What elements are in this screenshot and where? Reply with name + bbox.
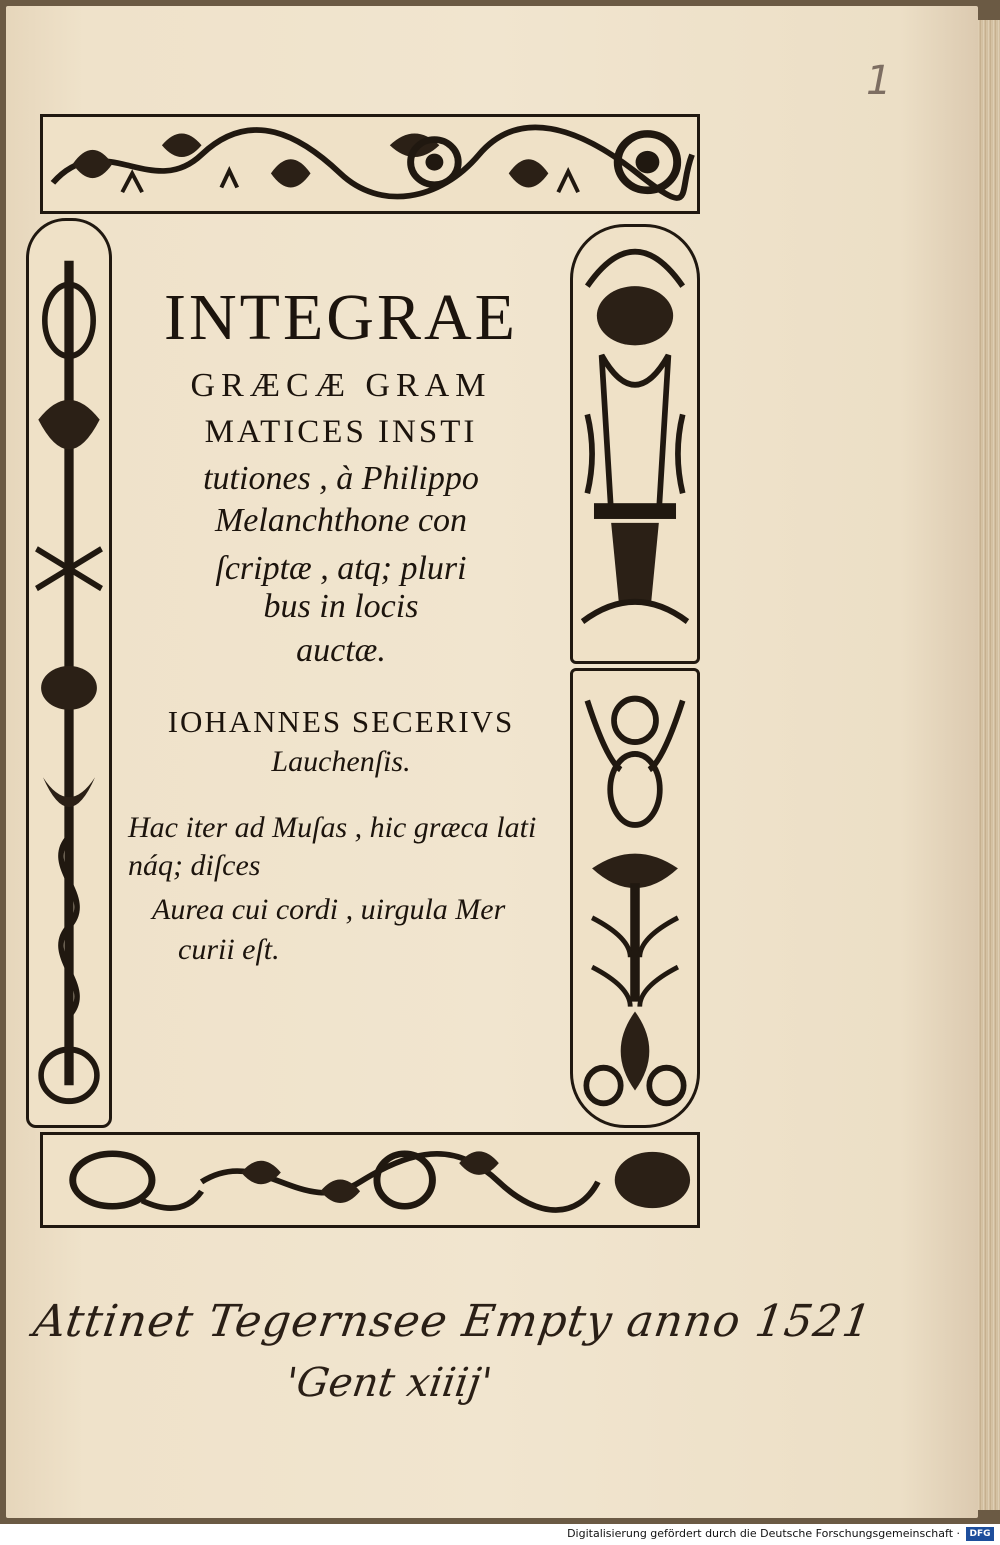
title-line: GRÆCÆ GRAM <box>190 367 492 404</box>
verse-line: curii eſt. <box>178 933 280 966</box>
author-origin: Lauchenſis. <box>271 745 411 778</box>
funding-credit: Digitalisierung gefördert durch die Deutsche Forschungsgemeinschaft · <box>567 1527 960 1540</box>
fountain-ornament-icon <box>573 227 697 661</box>
woodcut-border-right-lower <box>570 668 700 1128</box>
title-line: ſcriptæ , atq; pluri <box>215 550 467 587</box>
dragon-vine-ornament-icon <box>43 1135 697 1225</box>
ownership-inscription: Attinet Tegernsee Empty anno 1521 <box>30 1296 876 1347</box>
title-line: Melanchthone con <box>214 502 468 539</box>
verse-line: Aurea cui cordi , uirgula Mer <box>152 893 506 926</box>
folio-number: 1 <box>866 58 892 104</box>
vine-ornament-icon <box>43 117 697 211</box>
verse-line: náq; diſces <box>128 849 261 882</box>
ownership-inscription-date: 'Gent xiiij' <box>282 1360 495 1406</box>
candelabrum-ornament-icon <box>29 221 109 1125</box>
author-name: IOHANNES SECERIVS <box>167 704 515 739</box>
title-line: tutiones , à Philippo <box>203 460 479 497</box>
woodcut-border-bottom <box>40 1132 700 1228</box>
footer-bar <box>0 1524 1000 1545</box>
title-line: bus in locis <box>263 588 419 625</box>
title-line: MATICES INSTI <box>204 414 478 450</box>
title-line: auctæ. <box>296 632 386 669</box>
woodcut-border-right-upper <box>570 224 700 664</box>
verse-line: Hac iter ad Muſas , hic græca lati <box>128 811 537 844</box>
dfg-logo: DFG <box>966 1527 994 1541</box>
woodcut-border-top <box>40 114 700 214</box>
cherub-ornament-icon <box>573 671 697 1125</box>
woodcut-border-left <box>26 218 112 1128</box>
title-line: INTEGRAE <box>164 281 518 354</box>
